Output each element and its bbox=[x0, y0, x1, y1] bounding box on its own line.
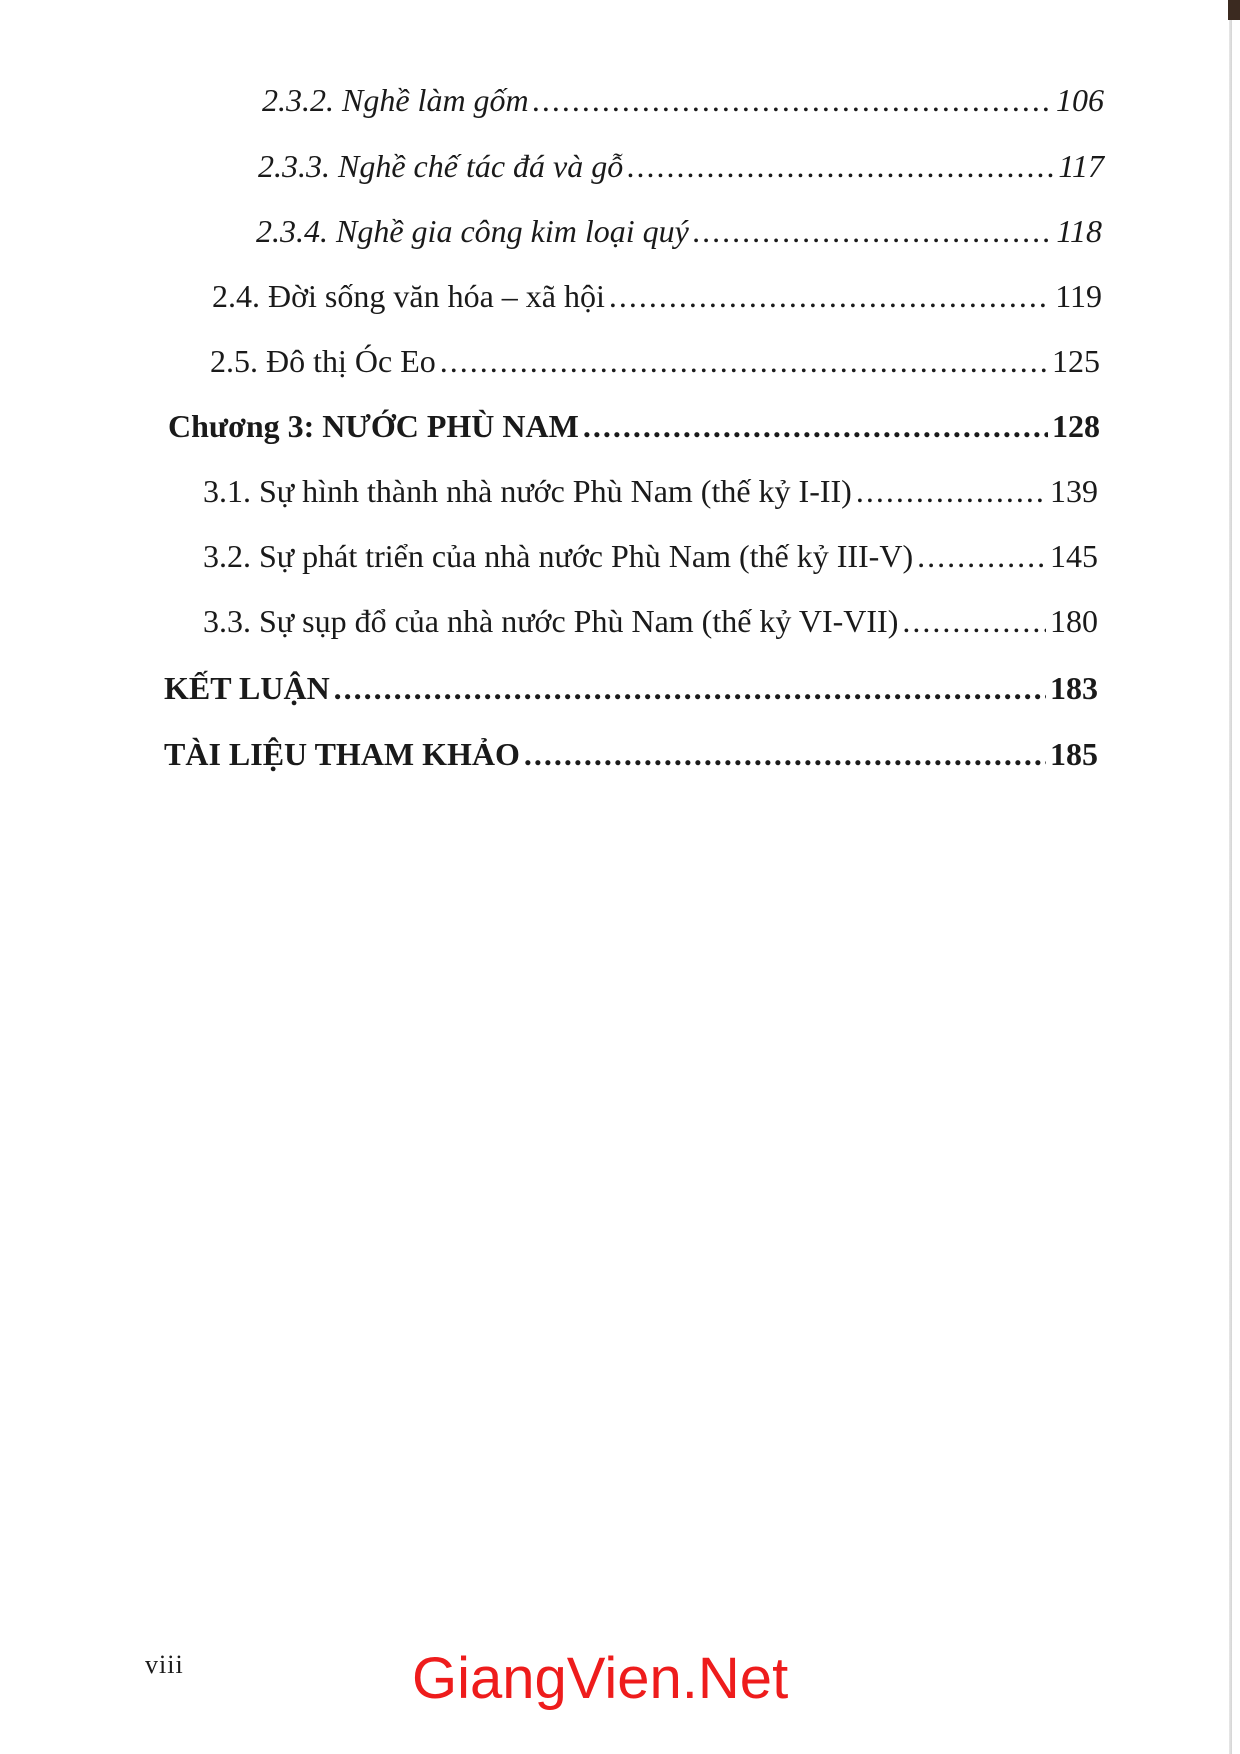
toc-entry-title: 3.2. Sự phát triển của nhà nước Phù Nam (thế kỷ III-V) bbox=[203, 538, 914, 574]
toc-entry bbox=[258, 148, 1104, 185]
toc-entry bbox=[262, 82, 1104, 119]
toc-entry-page: 106 bbox=[1056, 82, 1104, 118]
toc-leader-dots bbox=[609, 278, 1051, 315]
toc-leader-dots bbox=[533, 82, 1052, 119]
toc-entry-page: 139 bbox=[1050, 473, 1098, 509]
toc-entry-title: 2.3.2. Nghề làm gốm bbox=[262, 82, 529, 118]
toc-entry-title: 2.3.4. Nghề gia công kim loại quý bbox=[256, 213, 689, 249]
watermark-text: GiangVien.Net bbox=[412, 1646, 789, 1711]
toc-entry-title: Chương 3: NƯỚC PHÙ NAM bbox=[168, 408, 579, 444]
toc-chapter-entry bbox=[168, 408, 1100, 445]
page-number: viii bbox=[145, 1650, 184, 1679]
toc-leader-dots bbox=[524, 736, 1046, 773]
toc-leader-dots bbox=[902, 603, 1046, 640]
toc-entry bbox=[203, 473, 1098, 510]
toc-entry-title: 3.3. Sự sụp đổ của nhà nước Phù Nam (thế kỷ VI-VII) bbox=[203, 603, 899, 639]
toc-entry-page: 118 bbox=[1056, 213, 1102, 249]
toc-leader-dots bbox=[693, 213, 1053, 250]
toc-entry-title: 3.1. Sự hình thành nhà nước Phù Nam (thế kỷ I-II) bbox=[203, 473, 852, 509]
toc-entry-page: 180 bbox=[1050, 603, 1098, 639]
toc-entry bbox=[212, 278, 1102, 315]
toc-entry bbox=[203, 603, 1098, 640]
toc-entry-page: 128 bbox=[1052, 408, 1100, 444]
toc-entry-page: 125 bbox=[1052, 343, 1100, 379]
toc-entry-title: KẾT LUẬN bbox=[164, 670, 330, 706]
toc-entry bbox=[256, 213, 1102, 250]
toc-leader-dots bbox=[856, 473, 1046, 510]
toc-section-entry bbox=[164, 736, 1098, 773]
toc-entry-page: 119 bbox=[1055, 278, 1102, 314]
toc-entry-title: 2.5. Đô thị Óc Eo bbox=[210, 343, 436, 379]
toc-section-entry bbox=[164, 670, 1098, 707]
toc-entry bbox=[203, 538, 1098, 575]
toc-leader-dots bbox=[440, 343, 1048, 380]
toc-entry-title: 2.3.3. Nghề chế tác đá và gỗ bbox=[258, 148, 624, 184]
toc-entry-page: 117 bbox=[1058, 148, 1104, 184]
toc-leader-dots bbox=[627, 148, 1054, 185]
toc-leader-dots bbox=[583, 408, 1048, 445]
toc-leader-dots bbox=[334, 670, 1046, 707]
toc-entry-page: 185 bbox=[1050, 736, 1098, 772]
toc-entry-page: 145 bbox=[1050, 538, 1098, 574]
toc-entry-page: 183 bbox=[1050, 670, 1098, 706]
toc-entry bbox=[210, 343, 1100, 380]
toc-entry-title: TÀI LIỆU THAM KHẢO bbox=[164, 736, 520, 772]
page-edge bbox=[1229, 0, 1232, 1754]
toc-entry-title: 2.4. Đời sống văn hóa – xã hội bbox=[212, 278, 605, 314]
toc-leader-dots bbox=[917, 538, 1046, 575]
binding-mark bbox=[1228, 0, 1240, 20]
